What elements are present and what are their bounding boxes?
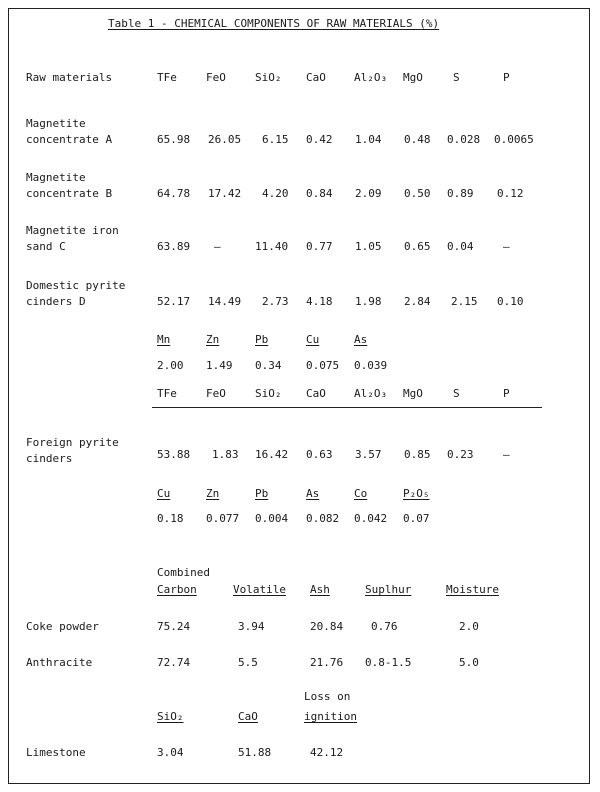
row-c-s: 0.04 (447, 240, 474, 253)
d-extra-header-zn: Zn (206, 333, 220, 346)
row-b-mgo: 0.50 (404, 187, 431, 200)
header-rule (152, 407, 542, 408)
row-c-tfe: 63.89 (157, 240, 191, 253)
header-tfe: TFe (157, 71, 177, 84)
row-a-mgo: 0.48 (404, 133, 431, 146)
row-d-feo: 14.49 (208, 295, 242, 308)
foreign-extra-co: 0.042 (354, 512, 388, 525)
foreign-extra-header-p2o5: P₂O₅ (403, 487, 430, 500)
d-extra-header-mn: Mn (157, 333, 171, 346)
row-c-cao: 0.77 (306, 240, 333, 253)
foreign-extra-header-pb: Pb (255, 487, 269, 500)
d-extra-header-as: As (354, 333, 368, 346)
header2-tfe: TFe (157, 387, 177, 400)
header-raw-materials: Raw materials (26, 71, 113, 84)
row-b-s: 0.89 (447, 187, 474, 200)
row-c-al2o3: 1.05 (355, 240, 382, 253)
header-cao: CaO (306, 71, 326, 84)
fuel-header-moisture: Moisture (446, 583, 499, 596)
foreign-cao: 0.63 (306, 448, 333, 461)
fuel-header-ash: Ash (310, 583, 330, 596)
row-a-al2o3: 1.04 (355, 133, 382, 146)
row-d-sio2: 2.73 (262, 295, 289, 308)
row-d-al2o3: 1.98 (355, 295, 382, 308)
foreign-extra-as: 0.082 (306, 512, 340, 525)
row-a-sio2: 6.15 (262, 133, 289, 146)
limestone-header-cao: CaO (238, 710, 258, 723)
row-b-tfe: 64.78 (157, 187, 191, 200)
row-a-cao: 0.42 (306, 133, 333, 146)
fuel-row-coke-name: Coke powder (26, 620, 99, 633)
limestone-header-loss-2: ignition (304, 710, 357, 723)
foreign-p: — (503, 448, 510, 461)
fuel-header-combined-2: Carbon (157, 583, 197, 596)
header2-s: S (453, 387, 460, 400)
row-a-p: 0.0065 (494, 133, 534, 146)
row-c-feo: — (214, 240, 221, 253)
row-a-feo: 26.05 (208, 133, 242, 146)
row-c-name-2: sand C (26, 240, 66, 253)
limestone-cao: 51.88 (238, 746, 272, 759)
foreign-tfe: 53.88 (157, 448, 191, 461)
header2-cao: CaO (306, 387, 326, 400)
foreign-extra-header-co: Co (354, 487, 368, 500)
table-title: Table 1 - CHEMICAL COMPONENTS OF RAW MATERIALS (%) (108, 17, 440, 30)
d-extra-header-pb: Pb (255, 333, 269, 346)
row-d-cao: 4.18 (306, 295, 333, 308)
foreign-feo: 1.83 (212, 448, 239, 461)
row-b-p: 0.12 (497, 187, 524, 200)
row-d-p: 0.10 (497, 295, 524, 308)
header2-mgo: MgO (403, 387, 423, 400)
row-c-name-1: Magnetite iron (26, 224, 119, 237)
foreign-extra-cu: 0.18 (157, 512, 184, 525)
foreign-name-2: cinders (26, 452, 73, 465)
row-b-name-1: Magnetite (26, 171, 86, 184)
d-extra-cu: 0.075 (306, 359, 340, 372)
d-extra-header-cu: Cu (306, 333, 320, 346)
d-extra-pb: 0.34 (255, 359, 282, 372)
row-b-sio2: 4.20 (262, 187, 289, 200)
d-extra-zn: 1.49 (206, 359, 233, 372)
fuel-row-anthracite-volatile: 5.5 (238, 656, 258, 669)
foreign-extra-header-zn: Zn (206, 487, 220, 500)
fuel-row-anthracite-name: Anthracite (26, 656, 93, 669)
row-d-tfe: 52.17 (157, 295, 191, 308)
fuel-row-coke-volatile: 3.94 (238, 620, 265, 633)
limestone-header-sio2: SiO₂ (157, 710, 184, 723)
fuel-row-coke-carbon: 75.24 (157, 620, 191, 633)
row-a-name-2: concentrate A (26, 133, 113, 146)
foreign-extra-p2o5: 0.07 (403, 512, 430, 525)
row-d-s: 2.15 (451, 295, 478, 308)
header-mgo: MgO (403, 71, 423, 84)
limestone-loss: 42.12 (310, 746, 344, 759)
row-b-al2o3: 2.09 (355, 187, 382, 200)
header2-p: P (503, 387, 510, 400)
row-a-s: 0.028 (447, 133, 481, 146)
fuel-row-coke-moisture: 2.0 (459, 620, 479, 633)
fuel-header-volatile: Volatile (233, 583, 286, 596)
foreign-sio2: 16.42 (255, 448, 289, 461)
limestone-header-loss-1: Loss on (304, 690, 351, 703)
foreign-al2o3: 3.57 (355, 448, 382, 461)
header2-al2o3: Al₂O₃ (354, 387, 388, 400)
limestone-name: Limestone (26, 746, 86, 759)
header-s: S (453, 71, 460, 84)
fuel-header-combined-1: Combined (157, 566, 210, 579)
foreign-s: 0.23 (447, 448, 474, 461)
row-b-feo: 17.42 (208, 187, 242, 200)
header-al2o3: Al₂O₃ (354, 71, 388, 84)
header2-sio2: SiO₂ (255, 387, 282, 400)
header-feo: FeO (206, 71, 226, 84)
row-d-name-2: cinders D (26, 295, 86, 308)
limestone-sio2: 3.04 (157, 746, 184, 759)
fuel-row-coke-ash: 20.84 (310, 620, 344, 633)
row-a-tfe: 65.98 (157, 133, 191, 146)
foreign-extra-zn: 0.077 (206, 512, 240, 525)
row-c-p: — (503, 240, 510, 253)
foreign-name-1: Foreign pyrite (26, 436, 119, 449)
fuel-header-sulphur: Suplhur (365, 583, 412, 596)
header2-feo: FeO (206, 387, 226, 400)
d-extra-as: 0.039 (354, 359, 388, 372)
fuel-row-anthracite-ash: 21.76 (310, 656, 344, 669)
header-sio2: SiO₂ (255, 71, 282, 84)
row-c-mgo: 0.65 (404, 240, 431, 253)
fuel-row-anthracite-carbon: 72.74 (157, 656, 191, 669)
row-a-name-1: Magnetite (26, 117, 86, 130)
row-b-cao: 0.84 (306, 187, 333, 200)
row-b-name-2: concentrate B (26, 187, 113, 200)
header-p: P (503, 71, 510, 84)
foreign-extra-header-cu: Cu (157, 487, 171, 500)
d-extra-mn: 2.00 (157, 359, 184, 372)
foreign-extra-header-as: As (306, 487, 320, 500)
fuel-row-anthracite-sulphur: 0.8-1.5 (365, 656, 412, 669)
row-d-name-1: Domestic pyrite (26, 279, 126, 292)
row-c-sio2: 11.40 (255, 240, 289, 253)
foreign-extra-pb: 0.004 (255, 512, 289, 525)
fuel-row-anthracite-moisture: 5.0 (459, 656, 479, 669)
row-d-mgo: 2.84 (404, 295, 431, 308)
fuel-row-coke-sulphur: 0.76 (371, 620, 398, 633)
foreign-mgo: 0.85 (404, 448, 431, 461)
